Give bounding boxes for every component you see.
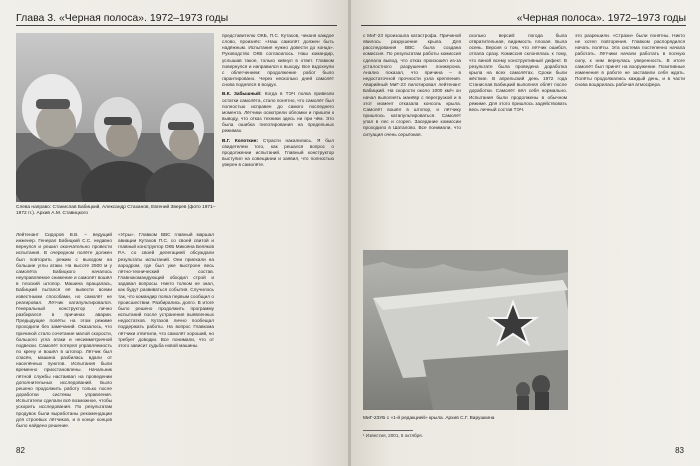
left-column-1 [16, 232, 112, 442]
left-col3-paragraph-b [222, 91, 334, 134]
left-column-3 [222, 33, 334, 443]
left-column-2 [118, 232, 214, 442]
chapter-header: «Черная полоса». 1972–1973 годы [516, 12, 686, 24]
mig23-photo-image [363, 250, 568, 410]
speaker-label: В.К. Забышный: [222, 91, 262, 97]
speaker-text: Когда в ТЭЧ полка привезли остатки самолёта, стало понятно, что самолёт был полностью исправен до самого последнего момента. Лётчики осмотрели обломки и пришли к выводу, что отказ техники здесь ни при чём. Это была ошибка пилотирования на предельных режимах. [222, 91, 334, 134]
left-col2-paragraph: «Угры». Главком ВВС главный маршал авиации Кутахов П.С. со своей свитой и главный конструктор ОКБ Микояна Беляков Р.А. со своей делегацией обсуждали результаты испытаний. Они приехали на аэродром, где был уже выстроен весь лётно-технический состав. Главнокомандующий обходил строй и задавал вопросы. Никто толком не знал, как будут развиваться события. Случилось так, что командир полка первым сообщил о происшествии. Разбирались долго. В итоге было решено продолжить программу испытаний после устранения выявленных недостатков. Кутахов лично пообещал поддержать работы. На вопрос Главкома лётчики ответили, что самолёт хороший, но требует доводки. Все понимали, что от этого зависит судьба новой машины. [118, 232, 214, 348]
speaker-label: В.Г. Колоткин: [222, 137, 259, 143]
footnote-rule [363, 430, 413, 431]
chapter-header: Глава 3. «Черная полоса». 1972–1973 годы [16, 12, 229, 24]
header-rule [16, 25, 337, 26]
left-col1-paragraph: Лейтенант Сидоров В.В. – ведущий инженер. Генерал Бабицкий С.С. недавно вернулся и решил окончательно провести испытания. В очередном полёте должен был повторить режим с выходом на большие углы атаки. На высоте 2500 м у самолёта Бабицкого началось неуправляемое снижение и самолёт вошёл в плоский штопор. Машина вращалась, Бабицкий пытался её вывести всеми известными способами, но самолёт не реагировал. Лётчик катапультировался. Генеральный конструктор лично разбирался в причинах аварии. Предыдущие полёты на этом режиме проходили без замечаний. Оказалось, что причиной стало сочетание малой скорости, большого угла атаки и несимметричной подвески. Самолёт потерял управляемость по крену и вошёл в штопор. Лётчик был спасён, машина разбилась вдали от населённых пунктов. Испытания были временно приостановлены. Начальник лётной службы настаивал на проведении дополнительных исследований. Было решено продолжить работу только после доработки системы управления. Испытатели сделали всё возможное, чтобы ускорить исследования. По результатам продувок были выработаны рекомендации для строевых лётчиков, и в конце концов было найдено решение. [16, 232, 112, 428]
left-col3-paragraph-c [222, 138, 334, 169]
speaker-text: Страсти накалились. Я был свидетелем того, как решался вопрос о продолжении испытаний. Главный конструктор выступил на совещании и заявил, что полностью уверен в самолёте. [222, 137, 334, 168]
right-column-1 [363, 33, 461, 245]
mig23-photo [363, 250, 568, 410]
photo-caption: Слева направо: Станислав Бабицкий, Александр Стаханов, Евгений Зверев (фото 1971–1972 гг.). Архив А.М. Ставицкого [16, 205, 216, 216]
photo-caption: МиГ-23УБ с «1-й редакцией» крыла. Архив С.Г. Варушкина [363, 416, 495, 421]
right-column-3 [575, 33, 685, 443]
page-number: 82 [16, 446, 25, 455]
page-number: 83 [675, 446, 684, 455]
right-col1-paragraph: с МиГ-23 произошла катастрофа. Причиной явилось разрушение крыла. Для расследования ВВС была создана комиссия. По результатам работы комиссия сделала вывод, что отказ произошёл из-за усталостного разрушения лонжерона. Анализ показал, что причина – в недостаточной прочности узла крепления. Аварийный МиГ-23 пилотировал лейтенант Бабицкий. На скорости около 1000 км/ч он начал выполнять манёвр с перегрузкой и в этот момент отказала консоль крыла. Самолёт вошёл в штопор, и лётчику пришлось катапультироваться. Самолёт упал в лес и сгорел. Заседание комиссии проходило в Шаталово. Все понимали, что ситуация очень серьёзная. [363, 33, 461, 137]
right-col3-paragraph: это разрешили. «Страхи» были понятны. Никто не хотел повторения. Главком распорядился начать полёты. Эта система постепенно начала работать. Лётчики начали работать в полную силу, к ним вернулась уверенность. В итоге самолёт был принят на вооружение. Позитивные изменения в работе не заставили себя ждать. Полёты продолжались каждый день, и в части снова воцарилась рабочая атмосфера. [575, 33, 685, 88]
right-column-2 [469, 33, 567, 245]
footnote: ¹ Известия, 2001, 5 октября. [363, 433, 423, 438]
right-col2-paragraph: сколько версий: погода была отвратительная, видимость плохая. Была осень. Версия о том, что лётчик ошибся, отпала сразу. Комиссия склонялась к тому, что виной всему конструктивный дефект. В результате была проведена доработка крыла на всех самолётах. Сроки были жёсткие. В апрельский день 1972 года Станислав Бабицкий выполнял облёт после доработки. Самолёт вёл себя нормально. Испытания были продолжены в обычном режиме. Для этого пришлось задействовать весь личный состав ТЭЧ. [469, 33, 567, 112]
left-col3-paragraph: представителю ОКБ, П.С. Кутахов, чеканя каждое слово, произнёс: «Наш самолёт должен быть надёжным. Испытания нужно довести до конца». Руководство ОКБ согласилось. Наш командир, услышав такое, только кивнул в ответ. Главком повернулся и направился к выходу. Все вздохнули с облегчением: продолжение работ было гарантировано. Через несколько дней самолёт снова поднялся в воздух. [222, 33, 334, 88]
left-page [0, 0, 349, 466]
right-page [351, 0, 700, 466]
header-rule [361, 25, 686, 26]
pilots-photo [16, 33, 214, 202]
pilots-photo-image [16, 33, 214, 202]
